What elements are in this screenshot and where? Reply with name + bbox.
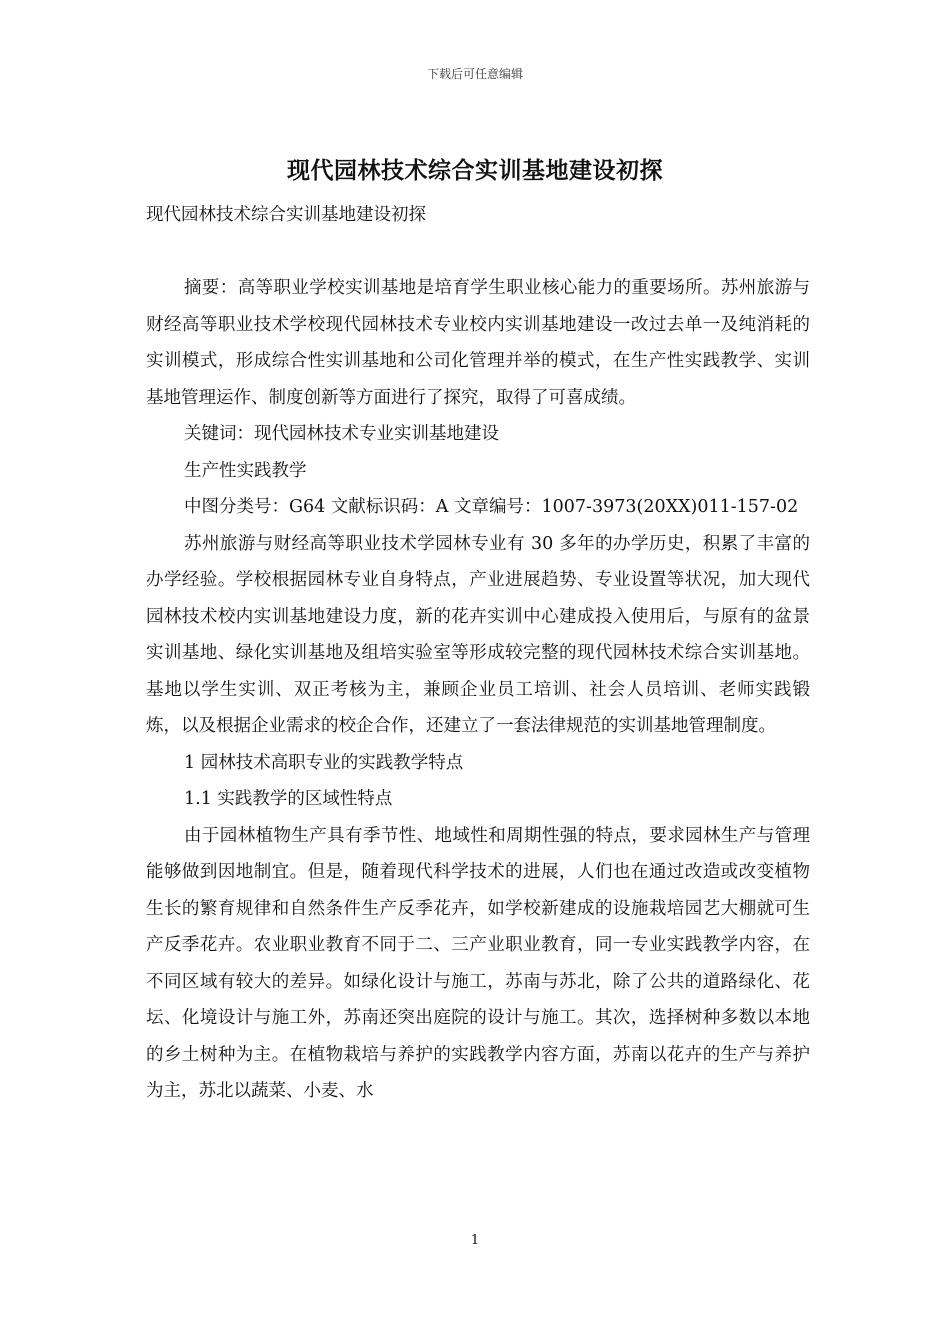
keywords-continuation: 生产性实践教学 bbox=[184, 460, 307, 481]
document-body bbox=[146, 197, 810, 1110]
section-heading: 1 园林技术高职专业的实践教学特点 bbox=[184, 752, 464, 773]
page-header-note: 下载后可任意编辑 bbox=[426, 67, 523, 81]
document-title: 现代园林技术综合实训基地建设初探 bbox=[287, 157, 663, 184]
blank-line bbox=[146, 234, 810, 271]
keywords-line: 关键词：现代园林技术专业实训基地建设 bbox=[184, 424, 499, 444]
page-number: 1 bbox=[470, 1233, 480, 1248]
classification-line: 中图分类号：G64 文献标识码：A 文章编号：1007-3973(20XX)011-157-02 bbox=[184, 497, 799, 517]
abstract-paragraph: 摘要：高等职业学校实训基地是培育学生职业核心能力的重要场所。苏州旅游与财经高等职业技术学校现代园林技术专业校内实训基地建设一改过去单一及纯消耗的实训模式，形成综合性实训基地和公司化管理并举的模式，在生产性实践教学、实训基地管理运作、制度创新等方面进行了探究，取得了可喜成绩。 bbox=[146, 278, 810, 408]
body-paragraph: 由于园林植物生产具有季节性、地域性和周期性强的特点，要求园林生产与管理能够做到因地制宜。但是，随着现代科学技术的进展，人们也在通过改造或改变植物生长的繁育规律和自然条件生产反季花卉，如学校新建成的设施栽培园艺大棚就可生产反季花卉。农业职业教育不同于二、三产业职业教育，同一专业实践教学内容，在不同区域有较大的差异。如绿化设计与施工，苏南与苏北，除了公共的道路绿化、花坛、化境设计与施工外，苏南还突出庭院的设计与施工。其次，选择树种多数以本地的乡土树种为主。在植物栽培与养护的实践教学内容方面，苏南以花卉的生产与养护为主，苏北以蔬菜、小麦、水 bbox=[146, 825, 810, 1101]
subsection-heading: 1.1 实践教学的区域性特点 bbox=[184, 789, 393, 809]
intro-paragraph: 苏州旅游与财经高等职业技术学园林专业有 30 多年的办学历史，积累了丰富的办学经验。学校根据园林专业自身特点，产业进展趋势、专业设置等状况，加大现代园林技术校内实训基地建设力度，新的花卉实训中心建成投入使用后，与原有的盆景实训基地、绿化实训基地及组培实验室等形成较完整的现代园林技术综合实训基地。基地以学生实训、双正考核为主，兼顾企业员工培训、社会人员培训、老师实践锻炼，以及根据企业需求的校企合作，还建立了一套法律规范的实训基地管理制度。 bbox=[146, 533, 810, 736]
document-subtitle: 现代园林技术综合实训基地建设初探 bbox=[146, 205, 426, 225]
